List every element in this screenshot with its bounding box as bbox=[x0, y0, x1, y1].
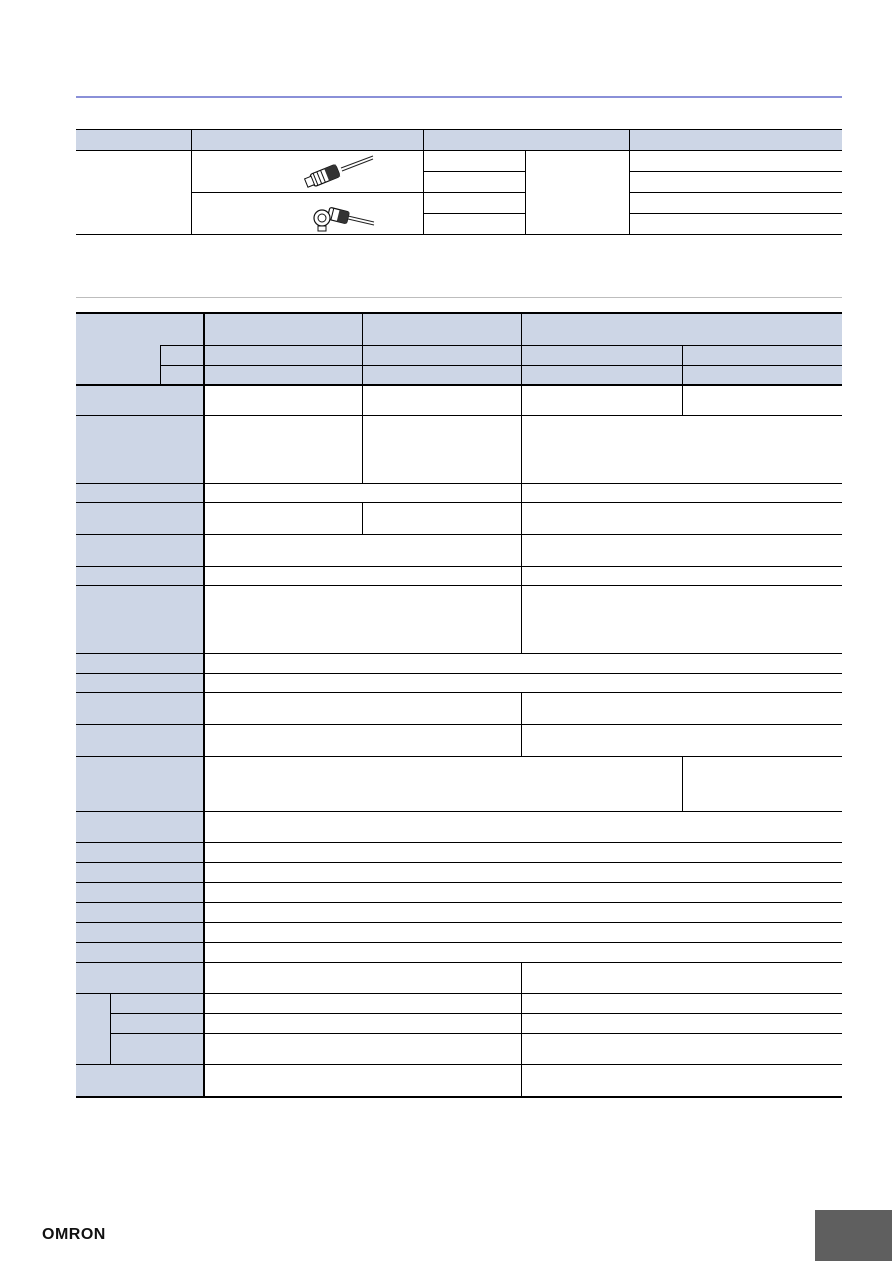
angled-connector-cable-icon bbox=[308, 198, 376, 234]
spec-last-row-header bbox=[76, 1064, 204, 1097]
spec-group-header bbox=[76, 994, 110, 1064]
spec-subrow-header bbox=[110, 994, 204, 1064]
spec-column-header bbox=[204, 313, 842, 385]
straight-connector-cable-icon bbox=[303, 154, 375, 190]
section-divider-top bbox=[76, 96, 842, 98]
section-divider-specs bbox=[76, 297, 842, 298]
page-tab bbox=[815, 1210, 892, 1261]
omron-logo: OMRON bbox=[42, 1226, 106, 1243]
spec-corner-header bbox=[76, 313, 204, 385]
